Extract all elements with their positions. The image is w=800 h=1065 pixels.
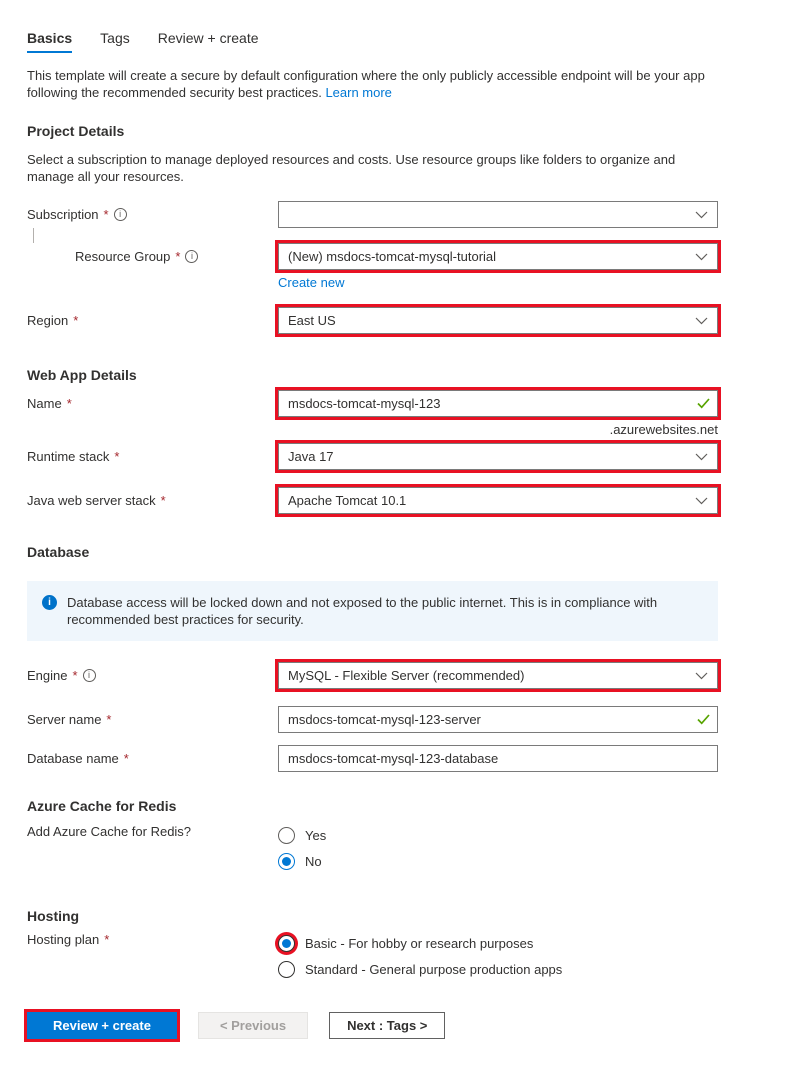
subscription-label bbox=[27, 201, 278, 222]
hosting-option-standard[interactable] bbox=[278, 956, 718, 982]
wizard-tabs bbox=[27, 30, 718, 53]
java-stack-row bbox=[27, 487, 718, 514]
checkmark-icon bbox=[697, 398, 710, 409]
radio-unselected-icon[interactable] bbox=[278, 961, 295, 978]
radio-selected-icon[interactable] bbox=[278, 853, 295, 870]
database-name-row bbox=[27, 745, 718, 772]
info-icon[interactable] bbox=[114, 208, 127, 221]
resource-group-dropdown[interactable] bbox=[278, 243, 718, 270]
java-stack-label-text: Java web server stack bbox=[27, 493, 156, 508]
info-icon[interactable] bbox=[185, 250, 198, 263]
server-name-input-wrap bbox=[278, 706, 718, 733]
resource-group-label-text: Resource Group bbox=[75, 249, 171, 264]
region-label bbox=[27, 307, 278, 328]
create-new-link[interactable]: Create new bbox=[278, 275, 345, 290]
chevron-down-icon bbox=[695, 453, 708, 461]
hosting-plan-row bbox=[27, 930, 718, 982]
resource-group-label bbox=[27, 243, 278, 264]
database-name-input-wrap bbox=[278, 745, 718, 772]
banner-text: Database access will be locked down and not exposed to the public internet. This is in compliance with recommended best practices for security. bbox=[67, 595, 658, 627]
engine-row bbox=[27, 662, 718, 689]
region-row bbox=[27, 307, 718, 334]
subscription-label-text: Subscription bbox=[27, 207, 99, 222]
project-details-heading: Project Details bbox=[27, 123, 125, 139]
redis-yes-label: Yes bbox=[305, 827, 327, 843]
info-icon bbox=[42, 595, 57, 610]
server-name-input[interactable] bbox=[278, 706, 718, 733]
server-name-label-text: Server name bbox=[27, 712, 102, 727]
resource-group-row bbox=[27, 243, 718, 270]
redis-option-yes[interactable] bbox=[278, 822, 718, 848]
required-marker: * bbox=[73, 313, 79, 328]
database-name-label bbox=[27, 745, 278, 766]
required-marker: * bbox=[72, 668, 78, 683]
region-label-text: Region bbox=[27, 313, 69, 328]
info-icon[interactable] bbox=[83, 669, 96, 682]
database-heading: Database bbox=[27, 544, 90, 560]
engine-label-text: Engine bbox=[27, 668, 68, 683]
intro-description: This template will create a secure by default configuration where the only publicly accessible endpoint will be your app following the recommended security best practices. bbox=[27, 68, 705, 100]
domain-suffix: .azurewebsites.net bbox=[609, 422, 718, 437]
engine-dropdown[interactable] bbox=[278, 662, 718, 689]
previous-button[interactable]: < Previous bbox=[198, 1012, 308, 1039]
required-marker: * bbox=[103, 207, 109, 222]
checkmark-icon bbox=[697, 714, 710, 725]
hosting-heading: Hosting bbox=[27, 908, 80, 924]
java-stack-dropdown[interactable] bbox=[278, 487, 718, 514]
hosting-basic-label: Basic - For hobby or research purposes bbox=[305, 935, 534, 951]
region-value: East US bbox=[288, 313, 336, 328]
runtime-stack-value: Java 17 bbox=[288, 449, 334, 464]
runtime-stack-row bbox=[27, 443, 718, 470]
radio-selected-icon[interactable] bbox=[278, 935, 295, 952]
name-row bbox=[27, 390, 718, 437]
intro-text bbox=[27, 67, 718, 101]
footer-buttons bbox=[27, 1012, 718, 1039]
hosting-option-basic[interactable] bbox=[278, 930, 718, 956]
project-details-description: Select a subscription to manage deployed resources and costs. Use resource groups like folders to organize and manage all your resources. bbox=[27, 152, 676, 184]
required-marker: * bbox=[104, 932, 110, 947]
web-app-details-heading: Web App Details bbox=[27, 367, 137, 383]
create-new-container bbox=[278, 275, 718, 290]
subscription-dropdown[interactable] bbox=[278, 201, 718, 228]
learn-more-link[interactable]: Learn more bbox=[325, 85, 392, 100]
required-marker: * bbox=[106, 712, 112, 727]
runtime-stack-dropdown[interactable] bbox=[278, 443, 718, 470]
name-input[interactable] bbox=[278, 390, 718, 417]
resource-group-value: (New) msdocs-tomcat-mysql-tutorial bbox=[288, 249, 497, 264]
chevron-down-icon bbox=[695, 211, 708, 219]
radio-unselected-icon[interactable] bbox=[278, 827, 295, 844]
redis-heading: Azure Cache for Redis bbox=[27, 798, 177, 814]
java-stack-value: Apache Tomcat 10.1 bbox=[288, 493, 407, 508]
engine-label bbox=[27, 662, 278, 683]
redis-no-label: No bbox=[305, 853, 322, 869]
chevron-down-icon bbox=[695, 672, 708, 680]
name-input-wrap bbox=[278, 390, 718, 417]
redis-option-no[interactable] bbox=[278, 848, 718, 874]
required-marker: * bbox=[66, 396, 72, 411]
chevron-down-icon bbox=[695, 253, 708, 261]
region-dropdown[interactable] bbox=[278, 307, 718, 334]
redis-question-label bbox=[27, 822, 278, 839]
name-label-text: Name bbox=[27, 396, 62, 411]
required-marker: * bbox=[175, 249, 181, 264]
chevron-down-icon bbox=[695, 317, 708, 325]
database-info-banner bbox=[27, 581, 718, 641]
chevron-down-icon bbox=[695, 497, 708, 505]
engine-value: MySQL - Flexible Server (recommended) bbox=[288, 668, 525, 683]
required-marker: * bbox=[160, 493, 166, 508]
server-name-label bbox=[27, 706, 278, 727]
runtime-stack-label bbox=[27, 443, 278, 464]
required-marker: * bbox=[114, 449, 120, 464]
indent-guide-line bbox=[33, 228, 718, 243]
name-label bbox=[27, 390, 278, 411]
tab-basics[interactable]: Basics bbox=[27, 30, 72, 53]
redis-row bbox=[27, 822, 718, 874]
hosting-standard-label: Standard - General purpose production apps bbox=[305, 961, 563, 977]
redis-radio-group bbox=[278, 822, 718, 874]
hosting-plan-label bbox=[27, 930, 278, 947]
tab-tags[interactable]: Tags bbox=[100, 30, 130, 46]
database-name-input[interactable] bbox=[278, 745, 718, 772]
review-create-button[interactable]: Review + create bbox=[27, 1012, 177, 1039]
required-marker: * bbox=[123, 751, 129, 766]
subscription-row bbox=[27, 201, 718, 228]
hosting-plan-label-text: Hosting plan bbox=[27, 932, 100, 947]
database-name-label-text: Database name bbox=[27, 751, 119, 766]
java-stack-label bbox=[27, 487, 278, 508]
server-name-row bbox=[27, 706, 718, 733]
hosting-radio-group bbox=[278, 930, 718, 982]
next-tags-button[interactable]: Next : Tags > bbox=[329, 1012, 445, 1039]
redis-question-text: Add Azure Cache for Redis? bbox=[27, 824, 192, 839]
tab-review-create[interactable]: Review + create bbox=[157, 30, 259, 46]
runtime-stack-label-text: Runtime stack bbox=[27, 449, 110, 464]
